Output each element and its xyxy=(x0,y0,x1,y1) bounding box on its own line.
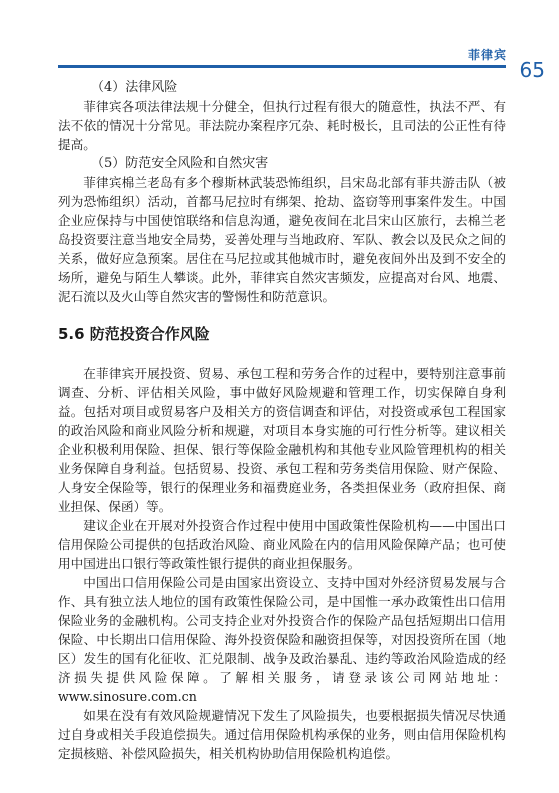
subheading-legal-risk: （4）法律风险 xyxy=(91,80,178,95)
page-body xyxy=(58,78,506,763)
paragraph-investment-risk: 在菲律宾开展投资、贸易、承包工程和劳务合作的过程中，要特别注意事前调查、分析、评估相关风险，事中做好风险规避和管理工作，切实保障自身利益。包括对项目或贸易客户及相关方的资信调查和评估，对投资或承包工程国家的政治风险和商业风险分析和规避，对项目本身实施的可行性分析等。建议相关企业积极利用保险、担保、银行等保险金融机构和其他专业风险管理机构的相关业务保障自身利益。包括贸易、投资、承包工程和劳务类信用保险、财产保险、人身安全保险等，银行的保理业务和福费庭业务，各类担保业务（政府担保、商业担保、保函）等。 xyxy=(58,366,506,514)
header-rule xyxy=(58,65,506,68)
paragraph-legal-risk: 菲律宾各项法律法规十分健全，但执行过程有很大的随意性，执法不严、有法不依的情况十分常见。菲法院办案程序冗杂、耗时极长，且司法的公正性有待提高。 xyxy=(58,99,506,152)
paragraph-policy-insurance: 建议企业在开展对外投资合作过程中使用中国政策性保险机构——中国出口信用保险公司提供的包括政治风险、商业风险在内的信用风险保障产品；也可使用中国进出口银行等政策性银行提供的商业担保服务。 xyxy=(58,518,506,571)
subheading-security-risk: （5）防范安全风险和自然灾害 xyxy=(91,156,269,171)
paragraph-sinosure: 中国出口信用保险公司是由国家出资设立、支持中国对外经济贸易发展与合作、具有独立法人地位的国有政策性保险公司，是中国惟一承办政策性出口信用保险业务的金融机构。公司支持企业对外投资合作的保险产品包括短期出口信用保险、中长期出口信用保险、海外投资保险和融资担保等，对因投资所在国（地区）发生的国有化征收、汇兑限制、战争及政治暴乱、违约等政治风险造成的经济损失提供风险保障。了解相关服务，请登录该公司网站地址：www.sinosure.com.cn xyxy=(58,575,506,704)
section-heading-5-6: 5.6 防范投资合作风险 xyxy=(58,325,210,343)
running-header: 菲律宾 xyxy=(467,48,507,62)
paragraph-loss-recovery: 如果在没有有效风险规避情况下发生了风险损失，也要根据损失情况尽快通过自身或相关手段追偿损失。通过信用保险机构承保的业务，则由信用保险机构定损核赔、补偿风险损失，相关机构协助信用保险机构追偿。 xyxy=(58,708,506,761)
page-number: 65 xyxy=(519,58,545,82)
paragraph-security-risk: 菲律宾棉兰老岛有多个穆斯林武装恐怖组织，吕宋岛北部有菲共游击队（被列为恐怖组织）活动，首都马尼拉时有绑架、抢劫、盗窃等刑事案件发生。中国企业应保持与中国使馆联络和信息沟通，避免夜间在北吕宋山区旅行，去棉兰老岛投资要注意当地安全局势，妥善处理与当地政府、军队、教会以及民众之间的关系，做好应急预案。居住在马尼拉或其他城市时，避免夜间外出及到不安全的场所，避免与陌生人攀谈。此外，菲律宾自然灾害频发，应提高对台风、地震、泥石流以及火山等自然灾害的警惕性和防范意识。 xyxy=(58,175,506,304)
